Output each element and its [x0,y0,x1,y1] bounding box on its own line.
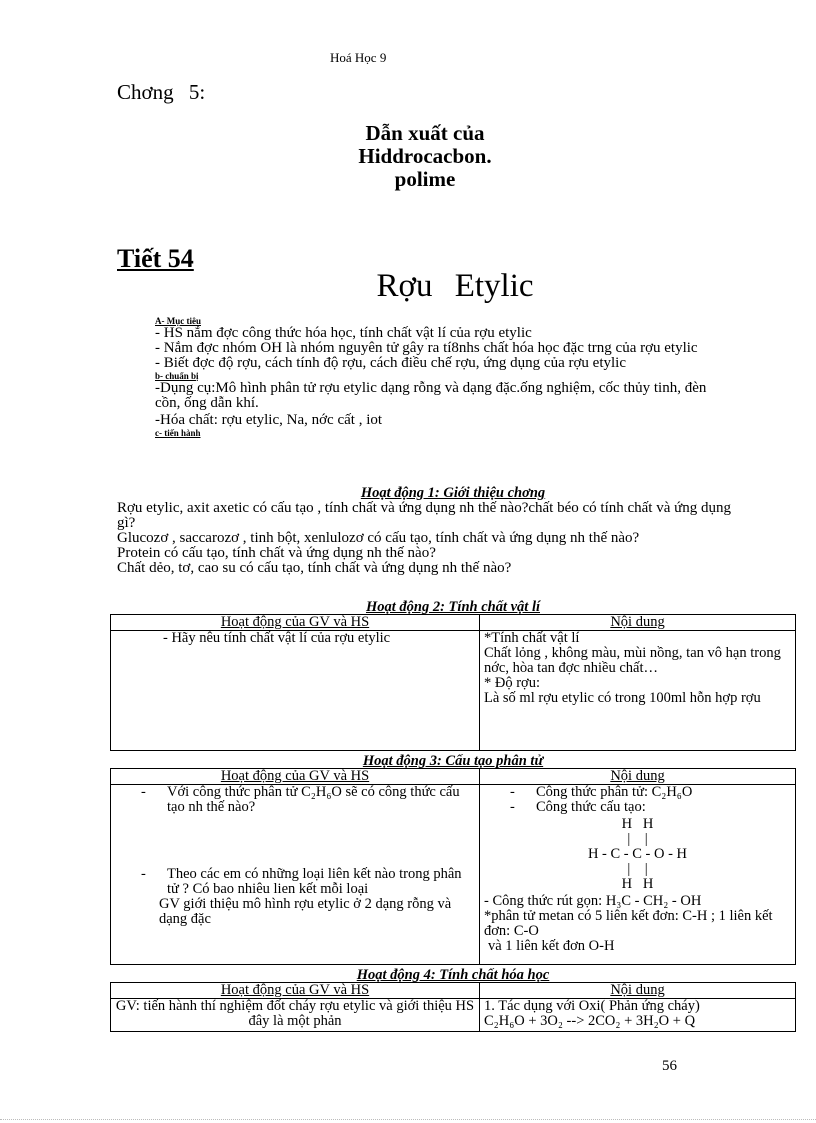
objectives-section [155,316,745,438]
activity-3-note: GV giới thiệu mô hình rợu etylic ở 2 dạng rỗng và dạng đặc [159,896,452,927]
combustion-equation: C₂H₆O + 3O₂ --> 2CO₂ + 3H₂O + Q [484,1013,696,1029]
formula-row: H - C - C - O - H [587,846,688,862]
section-b-heading: b- chuẩn bị [155,371,199,381]
activity-4-heading: Hoạt động 4: Tính chất hóa học [356,967,550,983]
chapter-title-line: Dẫn xuất của [365,121,485,145]
table-header-gv: Hoạt động của GV và HS [111,769,480,785]
table-header-gv: Hoạt động của GV và HS [111,615,480,631]
chapter-title-line: Hiddrocacbon. [358,144,492,168]
content-line: Chất lỏng , không màu, mùi nồng, tan vô hạn trong nớc, hòa tan đợc nhiều chất… [484,645,781,676]
combustion-label: 1. Tác dụng với Oxi( Phản ứng cháy) [484,998,700,1014]
activity-2-heading: Hoạt động 2: Tính chất vật lí [365,599,540,615]
structural-formula-label: - Công thức cấu tạo: [536,800,791,815]
prep-tools: -Dụng cụ:Mô hình phân tử rợu etylic dạng rỗng và dạng đặc.ống nghiệm, cốc thủy tinh, đèn cồn, ống dẫn khí. [155,380,707,411]
condensed-formula: - Công thức rút gọn: H₃C - CH₂ - OH [484,893,702,909]
activity-2-table [110,614,796,751]
prep-chemicals: -Hóa chất: rợu etylic, Na, nớc cất , iot [155,412,383,428]
activity-4-table [110,982,796,1032]
activity-3-gv-cell [111,785,480,965]
activity-1-paragraph: Protein có cấu tạo, tính chất và ứng dụng nh thế nào? [117,545,436,561]
activity-3-heading: Hoạt động 3: Cấu tạo phân tử [362,753,544,769]
activity-1-paragraph: Rợu etylic, axit axetic có cấu tạo , tính chất và ứng dụng nh thế nào?chất béo có tính chất và ứng dụng gì? [117,500,732,531]
activity-4-content-cell [480,999,796,1032]
objective-item: - HS nắm đợc công thức hóa học, tính chất vật lí của rợu etylic [155,325,532,341]
table-header-content: Nội dung [480,983,796,999]
chapter-title-line: polime [394,167,456,191]
activity-1-body [117,501,737,576]
structural-formula [484,817,791,892]
formula-row: | | [627,861,648,877]
table-header-content: Nội dung [480,615,796,631]
page-bottom-divider [0,1119,816,1120]
content-line: Là số ml rợu etylic có trong 100ml hỗn hợp rợu [484,690,761,706]
formula-row: | | [627,831,648,847]
lesson-title: Rợu Etylic [376,268,534,304]
objective-item: - Nắm đợc nhóm OH là nhóm nguyên tử gây ra tí8nhs chất hóa học đặc trng của rợu etylic [155,340,698,356]
activity-3-content-cell [480,785,796,965]
section-c-heading: c- tiến hành [155,428,201,438]
page-header: Hoá Học 9 [330,50,387,65]
activity-3-table [110,768,796,965]
activity-4-gv-cell: GV: tiến hành thí nghiệm đốt cháy rợu etylic và giới thiệu HS đây là một phản [111,999,480,1032]
content-line: *Tính chất vật lí [484,630,580,646]
chapter-title [300,122,550,191]
activity-2-gv-cell: - Hãy nêu tính chất vật lí của rợu etylic [111,631,480,751]
activity-2-content-cell [480,631,796,751]
formula-row: H H [621,816,654,832]
activity-1-paragraph: Glucozơ , saccarozơ , tinh bột, xenlulozơ có cấu tạo, tính chất và ứng dụng nh thế nào? [117,530,640,546]
activity-3-question: - Theo các em có những loại liên kết nào trong phân tử ? Có bao nhiêu lien kết mỗi loại [167,867,475,897]
table-header-gv: Hoạt động của GV và HS [111,983,480,999]
page-number: 56 [662,1058,677,1074]
content-line: * Độ rợu: [484,675,540,691]
molecular-formula: - Công thức phân tử: C₂H₆O [536,785,791,800]
activity-3-question: - Với công thức phân tử C₂H₆O sẽ có công thức cấu tạo nh thế nào? [167,785,475,815]
chapter-heading: Chơng 5: [117,80,206,104]
section-a-heading: A- Mục tiêu [155,316,201,326]
table-header-content: Nội dung [480,769,796,785]
bond-count: *phân tử metan có 5 liên kết đơn: C-H ; 1 liên kết đơn: C-O [484,908,773,939]
formula-row: H H [621,876,654,892]
objective-item: - Biết đợc độ rợu, cách tính độ rợu, cách điều chế rợu, ứng dụng của rợu etylic [155,355,626,371]
activity-1-paragraph: Chất dẻo, tơ, cao su có cấu tạo, tính chất và ứng dụng nh thế nào? [117,560,512,576]
lesson-number: Tiết 54 [117,244,194,273]
bond-count-cont: và 1 liên kết đơn O-H [488,938,615,954]
activity-1-heading: Hoạt động 1: Giới thiệu chơng [360,485,546,501]
